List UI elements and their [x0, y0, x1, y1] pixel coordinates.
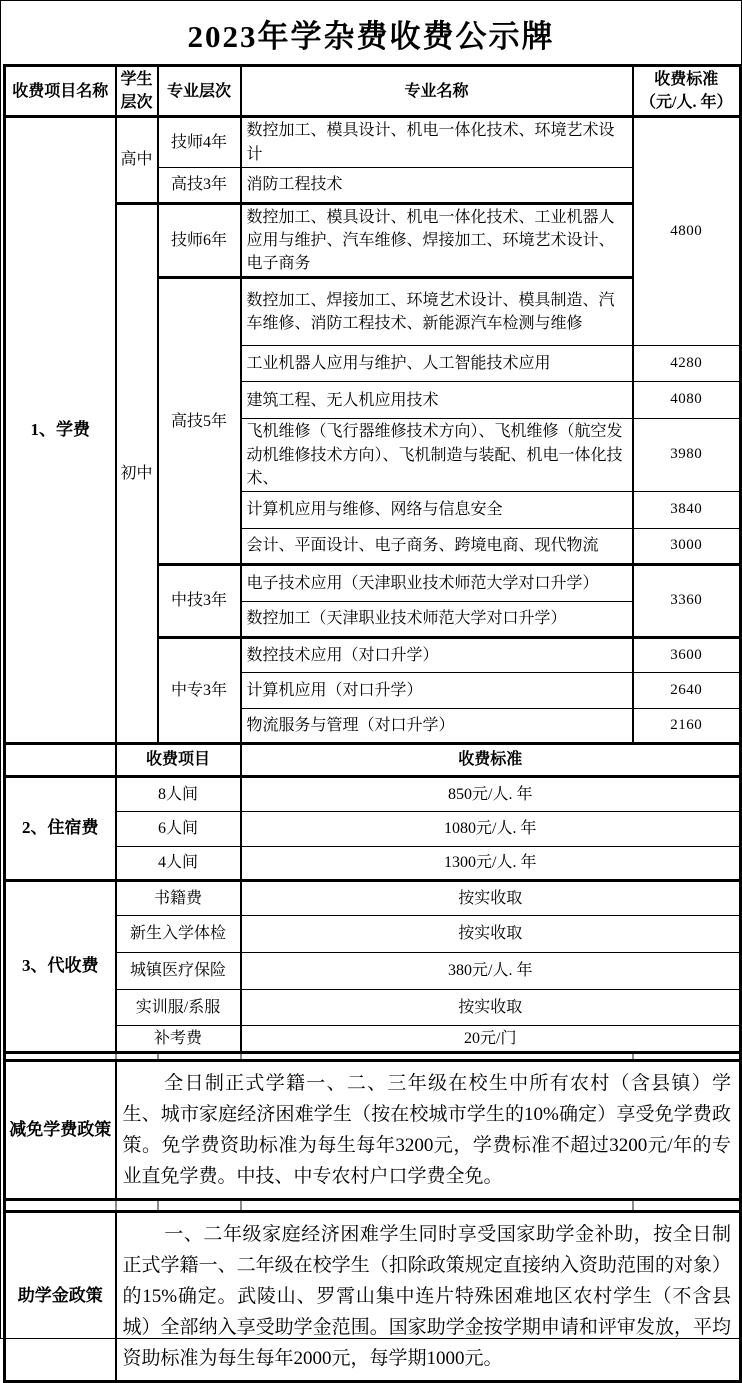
- grant-policy-row: [5, 1212, 741, 1382]
- major-names-cell: 建筑工程、无人机应用技术: [241, 382, 633, 419]
- major-level-cell: 中技3年: [158, 564, 241, 637]
- major-level-cell: 技师6年: [158, 203, 241, 278]
- agency-fee-row: [5, 880, 741, 915]
- major-level-cell: 高技5年: [158, 278, 241, 565]
- fee-cell: 4280: [633, 346, 741, 382]
- sub-header-row: [5, 743, 741, 776]
- col-header-fee-standard: 收费标准（元/人. 年）: [633, 66, 741, 117]
- major-names-cell: 电子技术应用（天津职业技术师范大学对口升学）: [241, 564, 633, 601]
- major-names-cell: 数控加工、焊接加工、环境艺术设计、模具制造、汽车维修、消防工程技术、新能源汽车检测与维修: [241, 278, 633, 346]
- major-names-cell: 工业机器人应用与维护、人工智能技术应用: [241, 346, 633, 382]
- major-names-cell: 数控技术应用（对口升学）: [241, 637, 633, 672]
- fee-value-cell: 按实收取: [241, 915, 741, 952]
- fee-table: [3, 64, 742, 1383]
- page-title: 2023年学杂费收费公示牌: [187, 19, 555, 54]
- major-names-cell: 物流服务与管理（对口升学）: [241, 708, 633, 743]
- student-level-cell: 高中: [116, 117, 158, 203]
- fee-item-cell: 城镇医疗保险: [116, 952, 241, 989]
- fee-value-cell: 按实收取: [241, 989, 741, 1025]
- accommodation-row: [5, 846, 741, 880]
- student-level-cell: 初中: [116, 203, 158, 743]
- major-names-cell: 数控加工（天津职业技术师范大学对口升学）: [241, 601, 633, 637]
- fee-cell: 4800: [633, 117, 741, 346]
- fee-cell: 3600: [633, 637, 741, 672]
- tuition-row: [5, 117, 741, 167]
- accommodation-row: [5, 776, 741, 811]
- major-names-cell: 飞机维修（飞行器维修技术方向）、飞机维修（航空发动机维修技术方向）、飞机制造与装配、机电一体化技术、: [241, 419, 633, 492]
- major-names-cell: 数控加工、模具设计、机电一体化技术、环境艺术设计: [241, 117, 633, 167]
- tuition-section-label: 1、学费: [5, 117, 116, 744]
- col-header-major-name: 专业名称: [241, 66, 633, 117]
- tuition-waiver-policy-text: 全日制正式学籍一、二、三年级在校生中所有农村（含县镇）学生、城市家庭经济困难学生（按在校城市学生的10%确定）享受免学费政策。免学费资助标准为每生每年3200元，学费标准不超过3200元/年的专业直免学费。中技、中专农村户口学费全免。: [116, 1061, 741, 1200]
- major-names-cell: 会计、平面设计、电子商务、跨境电商、现代物流: [241, 528, 633, 564]
- sub-header-standard: 收费标准: [241, 743, 741, 776]
- fee-cell: 3360: [633, 564, 741, 637]
- fee-item-cell: 新生入学体检: [116, 915, 241, 952]
- fee-item-cell: 书籍费: [116, 880, 241, 915]
- agency-fee-row: [5, 915, 741, 952]
- room-type-cell: 6人间: [116, 811, 241, 846]
- fee-cell: 2640: [633, 672, 741, 708]
- agency-section-label: 3、代收费: [5, 880, 116, 1052]
- empty-cell: [5, 743, 116, 776]
- fee-value-cell: 按实收取: [241, 880, 741, 915]
- accommodation-section-label: 2、住宿费: [5, 776, 116, 880]
- header-row: [5, 66, 741, 117]
- fee-value-cell: 380元/人. 年: [241, 952, 741, 989]
- room-type-cell: 4人间: [116, 846, 241, 880]
- col-header-item-name: 收费项目名称: [5, 66, 116, 117]
- col-header-student-level: 学生层次: [116, 66, 158, 117]
- major-names-cell: 计算机应用（对口升学）: [241, 672, 633, 708]
- sub-header-item: 收费项目: [116, 743, 241, 776]
- spacer-row: [5, 1200, 741, 1212]
- fee-cell: 3840: [633, 491, 741, 528]
- fee-value-cell: 850元/人. 年: [241, 776, 741, 811]
- accommodation-row: [5, 811, 741, 846]
- fee-cell: 3980: [633, 419, 741, 492]
- fee-cell: 3000: [633, 528, 741, 564]
- agency-fee-row: [5, 989, 741, 1025]
- major-names-cell: 数控加工、模具设计、机电一体化技术、工业机器人应用与维护、汽车维修、焊接加工、环境艺术设计、电子商务: [241, 203, 633, 278]
- tuition-row: [5, 203, 741, 278]
- grant-policy-text: 一、二年级家庭经济困难学生同时享受国家助学金补助，按全日制正式学籍一、二年级在校学生（扣除政策规定直接纳入资助范围的对象）的15%确定。武陵山、罗霄山集中连片特殊困难地区农村学生（不含县城）全部纳入享受助学金范围。国家助学金按学期申请和评审发放，平均资助标准为每生每年2000元，每学期1000元。: [116, 1212, 741, 1382]
- major-level-cell: 中专3年: [158, 637, 241, 743]
- tuition-waiver-policy-label: 减免学费政策: [5, 1061, 116, 1200]
- fee-value-cell: 20元/门: [241, 1025, 741, 1052]
- spacer-row: [5, 1053, 741, 1061]
- major-names-cell: 计算机应用与维修、网络与信息安全: [241, 491, 633, 528]
- room-type-cell: 8人间: [116, 776, 241, 811]
- fee-item-cell: 实训服/系服: [116, 989, 241, 1025]
- agency-fee-row: [5, 1025, 741, 1052]
- major-level-cell: 技师4年: [158, 117, 241, 167]
- grant-policy-label: 助学金政策: [5, 1212, 116, 1382]
- fee-cell: 2160: [633, 708, 741, 743]
- col-header-major-level: 专业层次: [158, 66, 241, 117]
- fee-cell: 4080: [633, 382, 741, 419]
- major-names-cell: 消防工程技术: [241, 167, 633, 203]
- major-level-cell: 高技3年: [158, 167, 241, 203]
- fee-item-cell: 补考费: [116, 1025, 241, 1052]
- tuition-waiver-policy-row: [5, 1061, 741, 1200]
- fee-value-cell: 1300元/人. 年: [241, 846, 741, 880]
- fee-value-cell: 1080元/人. 年: [241, 811, 741, 846]
- agency-fee-row: [5, 952, 741, 989]
